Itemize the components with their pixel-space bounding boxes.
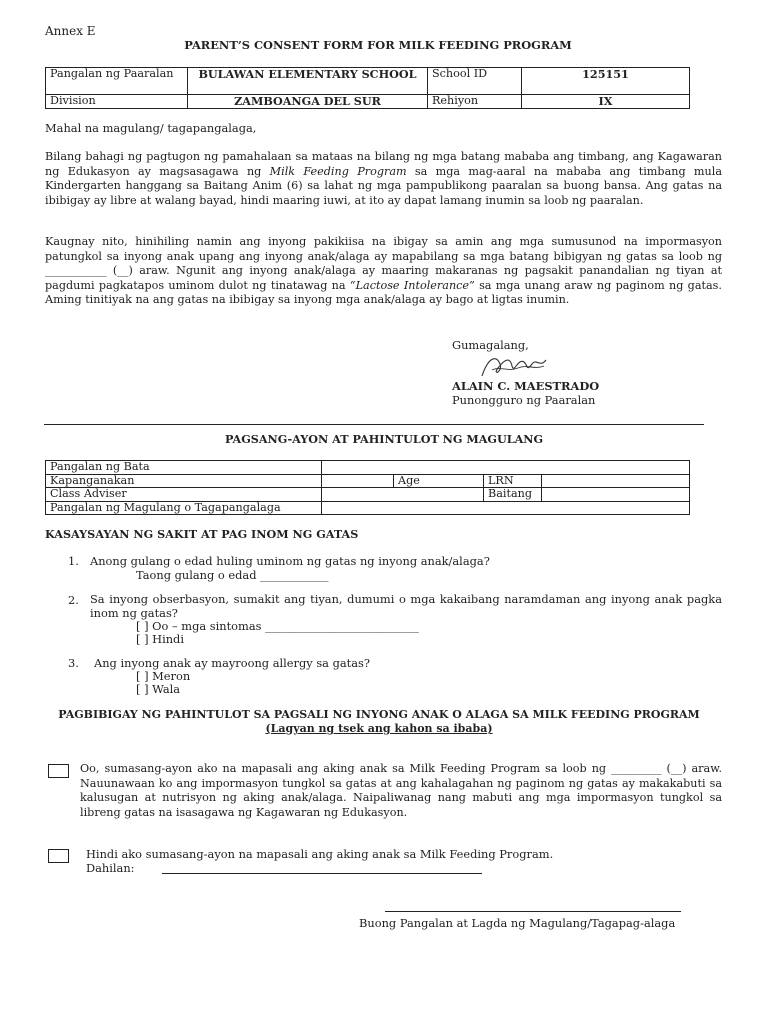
closing-text: Gumagalang,: [452, 338, 529, 352]
division-value: ZAMBOANGA DEL SUR: [188, 95, 428, 109]
q2-number: 2.: [68, 593, 79, 607]
intro-text-b: sa mga mag-aaral na mababa ang timbang mula Kindergarten hanggang sa Baitang Anim (6) sa lahat ng mga pampublikong paaralan sa buong bansa. Ang gatas na ibibigay ay libre at walang bayad, hindi maaring iuwi, at ito ay dapat lamang inumin sa loob ng paaralan.: [45, 164, 722, 207]
lactose-italic: “Lactose Intolerance”: [349, 278, 475, 292]
disagree-checkbox[interactable]: [48, 849, 69, 863]
lrn-label: LRN: [484, 474, 542, 488]
birthdate-label: Kapanganakan: [46, 474, 322, 488]
parent-signature-line[interactable]: [385, 899, 681, 912]
grade-field[interactable]: [542, 488, 690, 502]
permission-instruction: (Lagyan ng tsek ang kahon sa ibaba): [265, 722, 493, 735]
intro-paragraph: [45, 150, 722, 208]
lrn-field[interactable]: [542, 474, 690, 488]
consent-heading: PAGSANG-AYON AT PAHINTULOT NG MAGULANG: [224, 432, 544, 446]
intro-text-a: Bilang bahagi ng pagtugon ng pamahalaan sa mataas na bilang ng mga batang mababa ang timbang, ang Kagawaran ng Edukasyon ay magsasagawa ng: [45, 150, 722, 178]
signature-image: [478, 350, 550, 382]
q1-text: Anong gulang o edad huling uminom ng gatas ng inyong anak/alaga?: [90, 554, 490, 568]
parent-name-field[interactable]: [322, 501, 690, 515]
program-name-italic: Milk Feeding Program: [269, 164, 407, 178]
school-name-value: BULAWAN ELEMENTARY SCHOOL: [188, 68, 428, 95]
birthdate-field[interactable]: [322, 474, 394, 488]
q3-option-yes[interactable]: [ ] Meron: [136, 669, 191, 683]
q2-option-no[interactable]: [ ] Hindi: [136, 632, 184, 646]
q1-number: 1.: [68, 554, 79, 568]
q2-text: Sa inyong obserbasyon, sumakit ang tiyan, dumumi o mga kakaibang naramdaman ang inyong anak pagka inom ng gatas?: [90, 592, 722, 620]
adviser-field[interactable]: [322, 488, 484, 502]
adviser-label: Class Adviser: [46, 488, 322, 502]
q3-option-no[interactable]: [ ] Wala: [136, 682, 181, 696]
child-name-label: Pangalan ng Bata: [46, 461, 322, 475]
school-id-value: 125151: [522, 68, 690, 95]
agree-text: Oo, sumasang-ayon ako na mapasali ang aking anak sa Milk Feeding Program sa loob ng _________ (__) araw. Nauunawaan ko ang impormasyon tungkol sa gatas at ang kahalagahan ng paginom ng gatas ay makakabuti sa kalusugan at nutrisyon ng aking anak/alaga. Naipaliwanag nang mabuti ang mga impormasyon tungkol sa libreng gatas na isasagawa ng Kagawaran ng Edukasyon.: [80, 762, 722, 819]
section-divider: [44, 424, 704, 425]
signature-caption: Buong Pangalan at Lagda ng Magulang/Tagapag-alaga: [359, 916, 676, 930]
request-paragraph: [45, 235, 722, 308]
q1-answer-line[interactable]: Taong gulang o edad ____________: [136, 568, 329, 582]
q3-number: 3.: [68, 656, 79, 670]
annex-label: Annex E: [45, 24, 96, 38]
reason-label: Dahilan:: [86, 861, 135, 875]
age-label: Age: [394, 474, 484, 488]
history-heading: KASAYSAYAN NG SAKIT AT PAG INOM NG GATAS: [45, 527, 359, 541]
request-text-a: Kaugnay nito, hinihiling namin ang inyong pakikiisa na ibigay sa amin ang mga sumusunod na impormasyon patungkol sa inyong anak upang ang inyong anak/alaga ay mapabilang sa mga batang bibigyan ng gatas sa loob ng ___________ (__) araw. Ngunit ang inyong anak/alaga ay maaring makaranas ng pagsakit panandalian ng tiyan at pagdumi pagkatapos uminom dulot ng tinatawag na: [45, 235, 722, 292]
division-label: Division: [46, 95, 188, 109]
reason-field[interactable]: [162, 861, 482, 874]
q3-text: Ang inyong anak ay mayroong allergy sa gatas?: [94, 656, 370, 670]
region-label: Rehiyon: [428, 95, 522, 109]
child-name-field[interactable]: [322, 461, 690, 475]
signer-title: Punongguro ng Paaralan: [452, 393, 596, 407]
page-title: PARENT’S CONSENT FORM FOR MILK FEEDING PROGRAM: [184, 38, 572, 52]
child-info-table: [45, 460, 690, 515]
school-info-table: [45, 67, 690, 109]
region-value: IX: [522, 95, 690, 109]
agree-checkbox[interactable]: [48, 764, 69, 778]
q2-option-yes[interactable]: [ ] Oo – mga sintomas ___________________________: [136, 619, 419, 633]
school-name-label: Pangalan ng Paaralan: [46, 68, 188, 95]
greeting: Mahal na magulang/ tagapangalaga,: [45, 121, 257, 135]
parent-name-label: Pangalan ng Magulang o Tagapangalaga: [46, 501, 322, 515]
disagree-text: Hindi ako sumasang-ayon na mapasali ang aking anak sa Milk Feeding Program.: [86, 847, 554, 861]
school-id-label: School ID: [428, 68, 522, 95]
request-text-b: sa mga unang araw ng paginom ng gatas. Aming tinitiyak na ang gatas na ibibigay sa inyong mga anak/alaga ay bago at ligtas inumin.: [45, 278, 722, 307]
signer-name: ALAIN C. MAESTRADO: [452, 379, 600, 393]
grade-label: Baitang: [484, 488, 542, 502]
permission-heading: PAGBIBIGAY NG PAHINTULOT SA PAGSALI NG INYONG ANAK O ALAGA SA MILK FEEDING PROGRAM: [58, 708, 700, 721]
